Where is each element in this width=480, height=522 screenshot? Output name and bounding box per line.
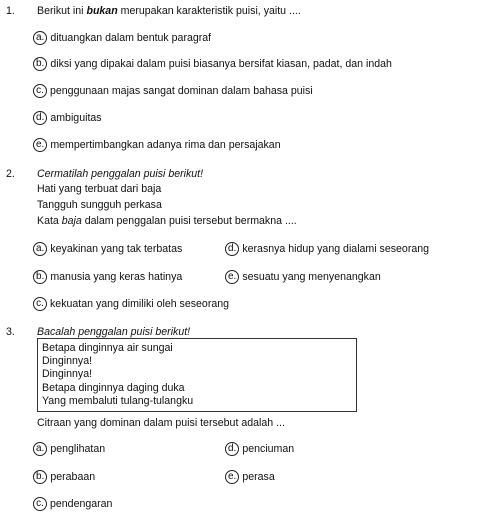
option-text: penglihatan bbox=[50, 443, 106, 455]
q2-option-a[interactable] bbox=[33, 242, 182, 256]
option-letter-badge: d. bbox=[225, 442, 239, 456]
question-2-stem-emphasis: baja bbox=[61, 215, 82, 227]
question-3-instruction: Bacalah penggalan puisi berikut! bbox=[37, 326, 191, 338]
option-text: kerasnya hidup yang dialami seseorang bbox=[242, 243, 430, 255]
q2-option-e[interactable] bbox=[225, 270, 381, 284]
question-3-number: 3. bbox=[6, 326, 15, 338]
q3-option-b[interactable] bbox=[33, 470, 95, 484]
option-text: keyakinan yang tak terbatas bbox=[50, 243, 183, 255]
q3-poem-line: Betapa dinginnya air sungai bbox=[42, 342, 173, 354]
option-text: penciuman bbox=[242, 443, 295, 455]
option-letter-badge: d. bbox=[33, 111, 47, 125]
q2-option-d[interactable] bbox=[225, 242, 429, 256]
question-1-stem-start: Berikut ini bbox=[37, 5, 87, 17]
question-1-number: 1. bbox=[6, 5, 15, 17]
question-1-stem-emphasis: bukan bbox=[86, 5, 118, 17]
option-letter-badge: c. bbox=[33, 297, 47, 311]
q3-poem-line: Yang membaluti tulang-tulangku bbox=[42, 394, 194, 407]
option-letter-badge: d. bbox=[225, 242, 239, 256]
q1-option-c[interactable] bbox=[33, 84, 313, 98]
option-letter-badge: b. bbox=[33, 270, 47, 284]
option-letter-badge: e. bbox=[225, 470, 239, 484]
q1-option-e[interactable] bbox=[33, 138, 281, 152]
option-text: pendengaran bbox=[50, 498, 113, 510]
question-1-stem-end: merupakan karakteristik puisi, yaitu .... bbox=[117, 5, 301, 17]
question-2-stem bbox=[37, 215, 297, 227]
option-letter-badge: c. bbox=[33, 84, 47, 98]
q2-poem-line: Tangguh sungguh perkasa bbox=[37, 199, 162, 211]
question-2-stem-start: Kata bbox=[37, 215, 62, 227]
option-letter-badge: e. bbox=[33, 138, 47, 152]
option-text: sesuatu yang menyenangkan bbox=[242, 271, 381, 283]
question-2-stem-end: dalam penggalan puisi tersebut bermakna .... bbox=[81, 215, 297, 227]
q3-option-c[interactable] bbox=[33, 497, 112, 511]
q2-option-c[interactable] bbox=[33, 297, 229, 311]
question-3-stem: Citraan yang dominan dalam puisi tersebut adalah ... bbox=[37, 417, 285, 429]
option-text: manusia yang keras hatinya bbox=[50, 271, 183, 283]
option-letter-badge: a. bbox=[33, 31, 47, 45]
q1-option-a[interactable] bbox=[33, 31, 211, 45]
option-letter-badge: b. bbox=[33, 470, 47, 484]
q3-option-e[interactable] bbox=[225, 470, 275, 484]
q3-poem-line: Betapa dinginnya daging duka bbox=[42, 381, 185, 394]
option-letter-badge: b. bbox=[33, 57, 47, 71]
question-2-number: 2. bbox=[6, 168, 15, 180]
option-text: perabaan bbox=[50, 471, 96, 483]
option-text: ambiguitas bbox=[50, 112, 102, 124]
option-letter-badge: a. bbox=[33, 442, 47, 456]
q3-poem-line: Dinginnya! bbox=[42, 355, 93, 368]
option-text: diksi yang dipakai dalam puisi biasanya bersifat kiasan, padat, dan indah bbox=[50, 58, 392, 70]
q3-option-d[interactable] bbox=[225, 442, 294, 456]
option-letter-badge: e. bbox=[225, 270, 239, 284]
option-text: penggunaan majas sangat dominan dalam bahasa puisi bbox=[50, 85, 313, 97]
q3-option-a[interactable] bbox=[33, 442, 105, 456]
option-text: mempertimbangkan adanya rima dan persajakan bbox=[50, 139, 281, 151]
q3-poem-box bbox=[37, 338, 357, 412]
q2-poem-line: Hati yang terbuat dari baja bbox=[37, 183, 162, 195]
q1-option-b[interactable] bbox=[33, 57, 392, 71]
q3-poem-line: Dinginnya! bbox=[42, 368, 93, 381]
option-letter-badge: c. bbox=[33, 497, 47, 511]
option-text: kekuatan yang dimiliki oleh seseorang bbox=[50, 298, 230, 310]
question-1-stem bbox=[37, 5, 301, 17]
option-text: perasa bbox=[242, 471, 275, 483]
option-text: dituangkan dalam bentuk paragraf bbox=[50, 32, 212, 44]
q1-option-d[interactable] bbox=[33, 111, 102, 125]
option-letter-badge: a. bbox=[33, 242, 47, 256]
q2-option-b[interactable] bbox=[33, 270, 182, 284]
question-2-instruction: Cermatilah penggalan puisi berikut! bbox=[37, 168, 204, 180]
